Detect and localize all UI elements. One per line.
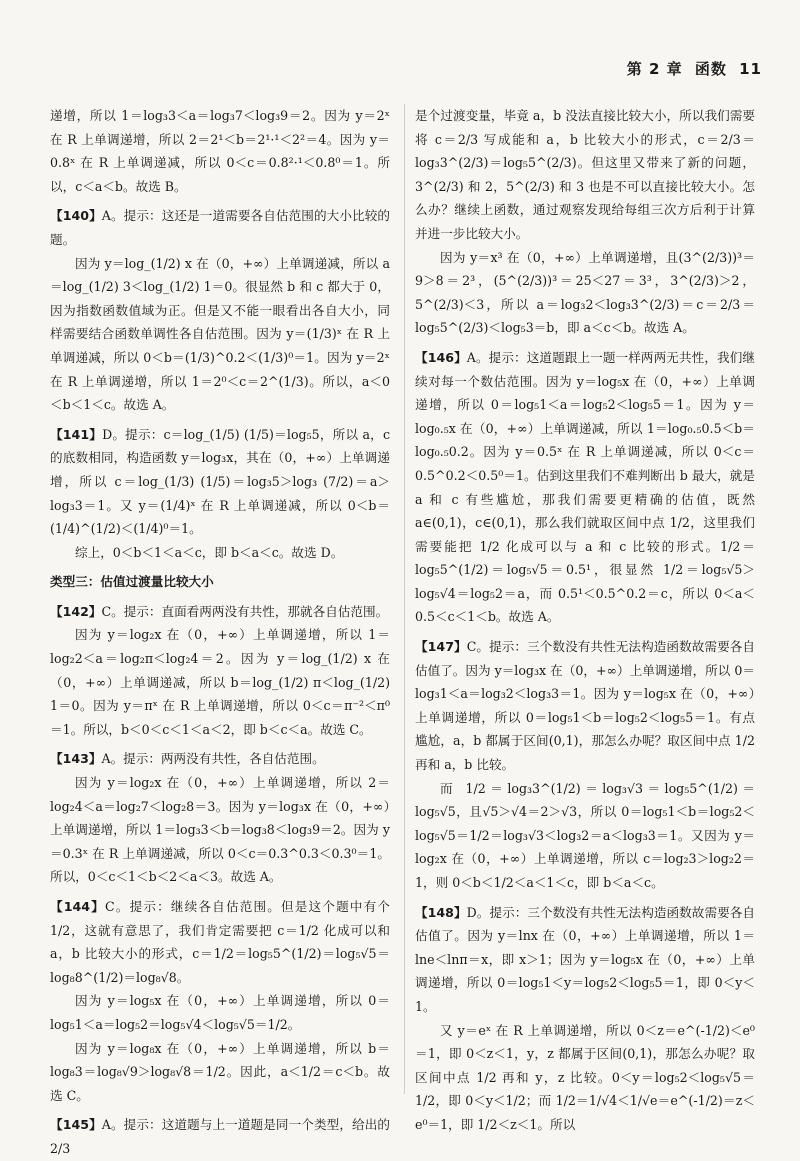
paragraph-text: 而 1/2＝log₃3^(1/2)＝log₃√3＝log₅5^(1/2)＝log₅√5，且√5＞√4＝2＞√3，所以 0＝log₅1＜b＝log₅2＜log₅√5＝1/2＝log₃√3＜log₃2＝a＜log₃3＝1。又因为 y＝log₂x 在（0，+∞）上单调递增，所以 c＝log₂3＞log₂2＝1，则 0＜b＜1/2＜a＜1＜c，即 b＜a＜c。 [415, 780, 755, 890]
solution-paragraph [50, 747, 390, 771]
problem-number: 【144】 [50, 899, 105, 914]
solution-paragraph [415, 246, 755, 340]
problem-number: 【146】 [415, 349, 467, 365]
paragraph-text: C。提示：继续各自估范围。但是这个题中有个 1/2，这就有意思了，我们肯定需要把 c＝1/2 化成可以和 a，b 比较大小的形式，c＝1/2＝log₅5^(1/2)＝log₅√5＝log₈8^(1/2)＝log₈√8。 [50, 899, 390, 985]
solution-paragraph [50, 989, 390, 1036]
solution-paragraph [415, 104, 755, 246]
solution-paragraph [50, 1037, 390, 1108]
paragraph-text: 因为 y＝log_(1/2) x 在（0，+∞）上单调递减，所以 a＝log_(1/2) 3＜log_(1/2) 1＝0。很显然 b 和 c 都大于 0，因为指数函数值域为正。但是又不能一眼看出各自大小，同样需要结合函数单调性各自估范围。因为 y＝(1/3)ˣ 在 R 上单调递减，所以 0＜b＝(1/3)^0.2＜(1/3)⁰＝1。因为 y＝2ˣ 在 R 上单调递增，所以 1＝2⁰＜c＝2^(1/3)。所以，a＜0＜b＜1＜c。故选 A。 [50, 255, 390, 413]
problem-number: 【143】 [50, 751, 102, 767]
solution-paragraph [50, 895, 390, 989]
left-column [50, 104, 390, 1161]
solution-paragraph [50, 771, 390, 889]
paragraph-text: 是个过渡变量，毕竟 a，b 没法直接比较大小，所以我们需要将 c＝2/3 写成能和 a，b 比较大小的形式，c＝2/3＝log₃3^(2/3)＝log₅5^(2/3)。但这里又带来了新的问题，3^(2/3) 和 2，5^(2/3) 和 3 也是不可以直接比较大小。怎么办？继续上函数，通过观察发现给每组三次方后利于计算并进一步比较大小。 [415, 108, 755, 241]
page-number: 11 [739, 60, 762, 78]
problem-number: 【142】 [50, 603, 102, 619]
solution-paragraph [415, 777, 755, 895]
paragraph-text: C。提示：三个数没有共性无法构造函数故需要各自估值了。因为 y＝log₃x 在（0，+∞）上单调递增，所以 0＝log₃1＜a＝log₃2＜log₃3＝1。因为 y＝log₅x 在（0，+∞）上单调递增，所以 0＝log₅1＜b＝log₅2＜log₅5＝1。有点尴尬，a，b 都属于区间(0,1)，那怎么办呢？取区间中点 1/2 再和 a，b 比较。 [415, 639, 755, 773]
paragraph-text: A。提示：这道题与上一道题是同一个类型，给出的 2/3 [50, 1117, 390, 1156]
solution-paragraph [415, 901, 755, 1019]
page-header [621, 58, 762, 79]
paragraph-text: D。提示：c＝log_(1/5) (1/5)＝log₅5，所以 a，c 的底数相同，构造函数 y＝log₃x，其在（0，+∞）上单调递增，所以 c＝log_(1/3) (1/5)＝log₃5＞log₃ (7/2)＝a＞log₃3＝1。又 y＝(1/4)ˣ 在 R 上单调递减，所以 0＜b＝(1/4)^(1/2)＜(1/4)⁰＝1。 [50, 426, 390, 537]
column-divider [404, 104, 405, 1094]
paragraph-text: 又 y＝eˣ 在 R 上单调递增，所以 0＜z＝e^(-1/2)＜e⁰＝1，即 0＜z＜1，y，z 都属于区间(0,1)，那怎么办呢？取区间中点 1/2 再和 y，z 比较。0＜y＝log₅2＜log₅√5＝1/2，即 0＜y＜1/2；而 1/2＝1/√4＜1/√e＝e^(-1/2)＝z＜e⁰＝1，即 1/2＜z＜1。所以 [415, 1022, 755, 1132]
solution-paragraph [50, 104, 390, 198]
solution-paragraph [415, 635, 755, 777]
solution-paragraph [50, 204, 390, 251]
paragraph-text: 类型三：估值过渡量比较大小 [50, 574, 214, 590]
problem-number: 【140】 [50, 208, 102, 224]
paragraph-text: 因为 y＝log₅x 在（0，+∞）上单调递增，所以 0＝log₅1＜a＝log₅2＝log₅√4＜log₅√5＝1/2。 [50, 993, 390, 1032]
chapter-label: 第 2 章 [626, 60, 683, 78]
paragraph-text: 综上，0＜b＜1＜a＜c，即 b＜a＜c。故选 D。 [75, 544, 344, 560]
solution-paragraph [50, 423, 390, 541]
paragraph-text: 因为 y＝log₈x 在（0，+∞）上单调递增，所以 b＝log₈3＝log₈√9＞log₈√8＝1/2。因此，a＜1/2＝c＜b。故选 C。 [50, 1040, 390, 1103]
section-heading [50, 570, 390, 594]
chapter-title: 函数 [694, 60, 727, 78]
paragraph-text: 因为 y＝log₂x 在（0，+∞）上单调递增，所以 2＝log₂4＜a＝log₂7＜log₂8＝3。因为 y＝log₃x 在（0，+∞）上单调递增，所以 1＝log₃3＜b＝log₃8＜log₃9＝2。因为 y＝0.3ˣ 在 R 上单调递减，所以 0＜c＝0.3^0.3＜0.3⁰＝1。所以，0＜c＜1＜b＜2＜a＜3。故选 A。 [50, 775, 390, 885]
solution-paragraph [415, 346, 755, 629]
solution-paragraph [50, 600, 390, 624]
problem-number: 【141】 [50, 426, 103, 442]
paragraph-text: A。提示：两两没有共性，各自估范围。 [101, 751, 325, 767]
solution-paragraph [50, 1113, 390, 1160]
paragraph-text: 递增，所以 1＝log₃3＜a＝log₃7＜log₃9＝2。因为 y＝2ˣ 在 R 上单调递增，所以 2＝2¹＜b＝2¹·¹＜2²＝4。因为 y＝0.8ˣ 在 R 上单调递减，所以 0＜c＝0.8²·¹＜0.8⁰＝1。所以，c＜a＜b。故选 B。 [50, 108, 390, 194]
solution-paragraph [50, 252, 390, 417]
problem-number: 【147】 [415, 639, 467, 655]
paragraph-text: D。提示：三个数没有共性无法构造函数故需要各自估值了。因为 y＝lnx 在（0，+∞）上单调递增，所以 1＝lne＜lnπ＝x，即 x＞1；因为 y＝log₅x 在（0，+∞）上单调递增，所以 0＝log₅1＜y＝log₅2＜log₅5＝1，即 0＜y＜1。 [415, 904, 755, 1014]
paragraph-text: 因为 y＝x³ 在（0，+∞）上单调递增，且(3^(2/3))³＝9＞8＝2³，(5^(2/3))³＝25＜27＝3³，3^(2/3)＞2，5^(2/3)＜3，所以 a＝log₃2＜log₃3^(2/3)＝c＝2/3＝log₅5^(2/3)＜log₅3＝b，即 a＜c＜b。故选 A。 [415, 249, 755, 336]
problem-number: 【145】 [50, 1117, 102, 1133]
solution-paragraph [50, 541, 390, 565]
paragraph-text: A。提示：这道题跟上一题一样两两无共性，我们继续对每一个数估范围。因为 y＝log₅x 在（0，+∞）上单调递增，所以 0＝log₅1＜a＝log₅2＜log₅5＝1。因为 y＝log₀.₅x 在（0，+∞）上单调递减，所以 1＝log₀.₅0.5＜b＝log₀.₅0.2。因为 y＝0.5ˣ 在 R 上单调递减，所以 0＜c＝0.5^0.2＜0.5⁰＝1。估到这里我们不难判断出 b 最大，就是 a 和 c 有些尴尬，那我们需要更精确的估值，既然 a∈(0,1)，c∈(0,1)，那么我们就取区间中点 1/2，这里我们需要能把 1/2 化成可以与 a 和 c 比较的形式。1/2＝log₅5^(1/2)＝log₅√5＝0.5¹，很显然 1/2＝log₅√5＞log₅√4＝log₅2＝a，而 0.5¹＜0.5^0.2＝c，所以 0＜a＜0.5＜c＜1＜b。故选 A。 [415, 349, 755, 625]
paragraph-text: 因为 y＝log₂x 在（0，+∞）上单调递增，所以 1＝log₂2＜a＝log₂π＜log₂4＝2。因为 y＝log_(1/2) x 在（0，+∞）上单调递减，所以 b＝log_(1/2) π＜log_(1/2) 1＝0。因为 y＝πˣ 在 R 上单调递增，所以 0＜c＝π⁻²＜π⁰＝1。所以，b＜0＜c＜1＜a＜2，即 b＜c＜a。故选 C。 [50, 627, 390, 737]
problem-number: 【148】 [415, 904, 467, 920]
right-column [415, 104, 755, 1137]
paragraph-text: A。提示：这还是一道需要各自估范围的大小比较的题。 [50, 208, 390, 247]
solution-paragraph [50, 623, 390, 741]
paragraph-text: C。提示：直面看两两没有共性，那就各自估范围。 [101, 603, 389, 619]
solution-paragraph [415, 1019, 755, 1137]
